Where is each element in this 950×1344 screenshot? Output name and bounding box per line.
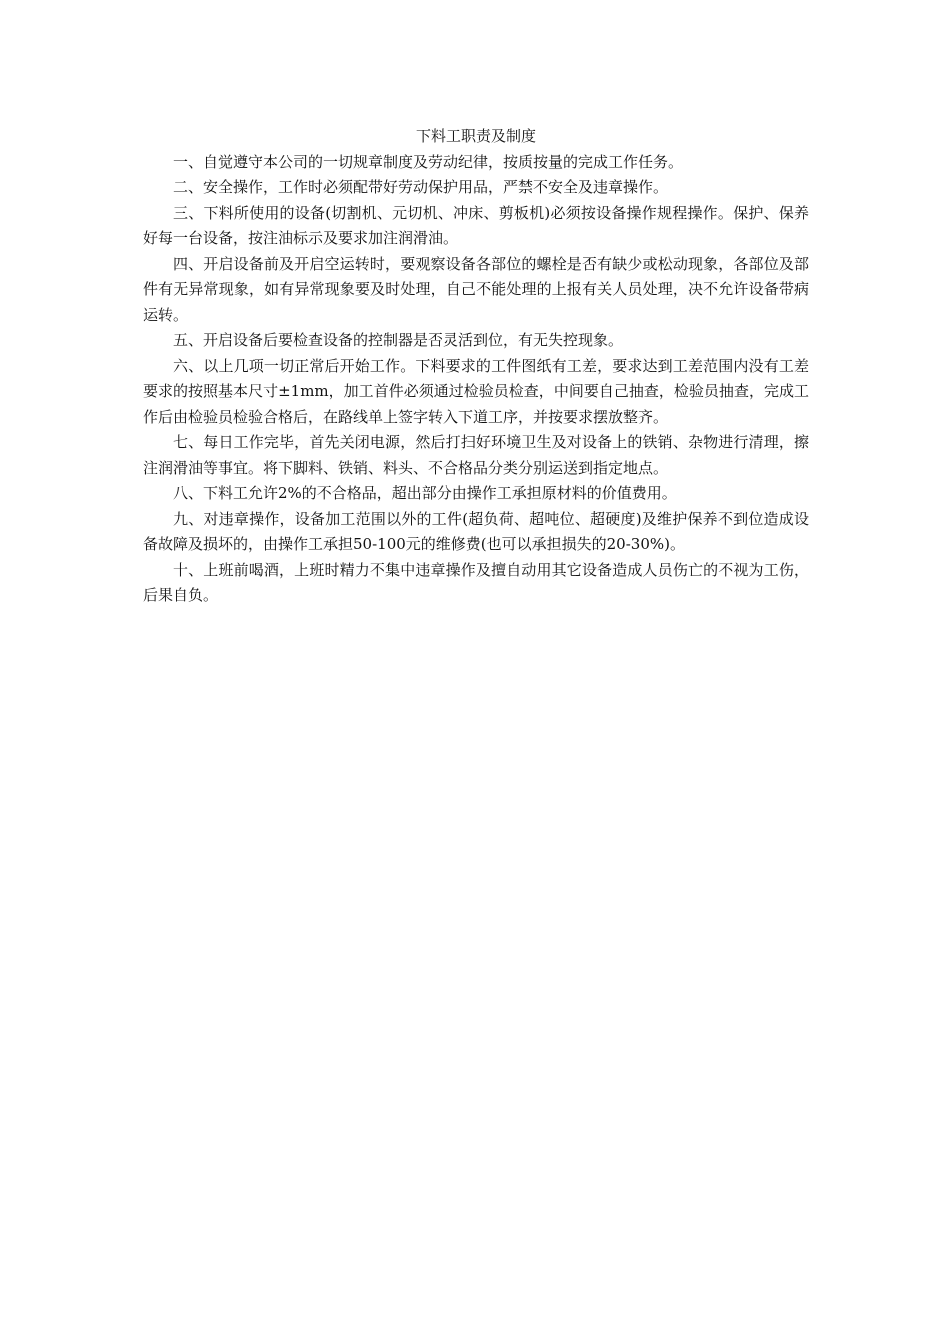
rule-paragraph-5: 五、开启设备后要检查设备的控制器是否灵活到位，有无失控现象。 xyxy=(173,331,624,349)
rule-paragraph-8: 八、下料工允许2%的不合格品，超出部分由操作工承担原材料的价值费用。 xyxy=(173,484,677,502)
document-title: 下料工职责及制度 xyxy=(415,127,536,145)
rule-paragraph-1: 一、自觉遵守本公司的一切规章制度及劳动纪律，按质按量的完成工作任务。 xyxy=(173,152,684,171)
rule-paragraph-6: 六、以上几项一切正常后开始工作。下料要求的工件图纸有工差，要求达到工差范围内没有工差要求的按照基本尺寸±1mm，加工首件必须通过检验员检查，中间要自己抽查，检验员抽查，完成工作后由检验员检验合格后，在路线单上签字转入下道工序，并按要求摆放整齐。 xyxy=(143,356,809,426)
rule-paragraph-10: 十、上班前喝酒，上班时精力不集中违章操作及擅自动用其它设备造成人员伤亡的不视为工伤，后果自负。 xyxy=(143,560,809,604)
rule-paragraph-2: 二、安全操作，工作时必须配带好劳动保护用品，严禁不安全及违章操作。 xyxy=(173,178,669,196)
rule-paragraph-9: 九、对违章操作，设备加工范围以外的工件(超负荷、超吨位、超硬度)及维护保养不到位造成设备故障及损坏的，由操作工承担50-100元的维修费(也可以承担损失的20-30%)。 xyxy=(143,509,809,553)
rule-paragraph-3: 三、下料所使用的设备(切割机、元切机、冲床、剪板机)必须按设备操作规程操作。保护、保养好每一台设备，按注油标示及要求加注润滑油。 xyxy=(143,203,809,247)
document-body xyxy=(143,124,809,609)
rule-paragraph-4: 四、开启设备前及开启空运转时，要观察设备各部位的螺栓是否有缺少或松动现象，各部位及部件有无异常现象，如有异常现象要及时处理，自己不能处理的上报有关人员处理，决不允许设备带病运转。 xyxy=(143,254,809,324)
rule-paragraph-7: 七、每日工作完毕，首先关闭电源，然后打扫好环境卫生及对设备上的铁销、杂物进行清理，擦注润滑油等事宜。将下脚料、铁销、料头、不合格品分类分别运送到指定地点。 xyxy=(143,433,809,477)
